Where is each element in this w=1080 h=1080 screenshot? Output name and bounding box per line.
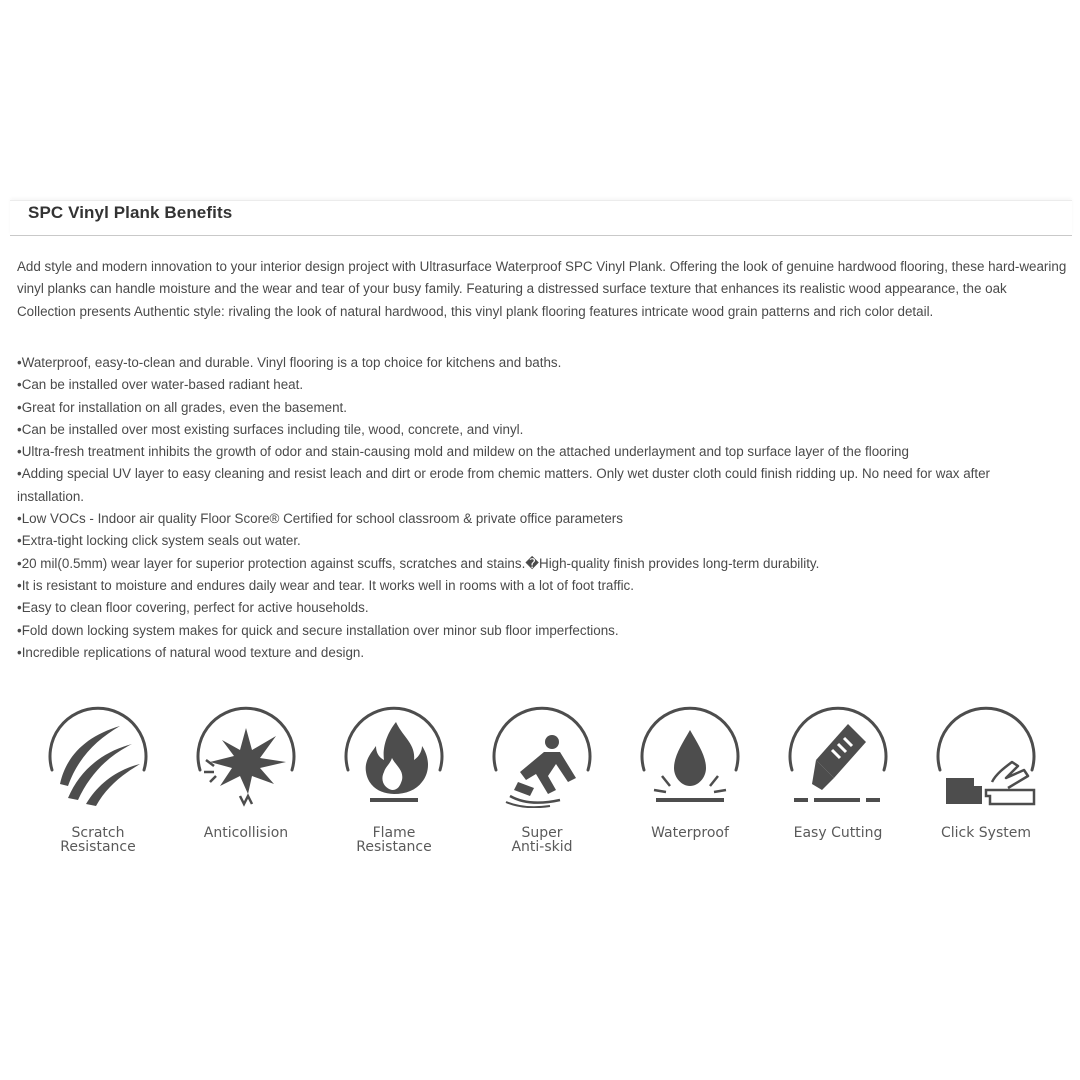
benefit-item: •Low VOCs - Indoor air quality Floor Score® Certified for school classroom & private office parameters	[17, 511, 623, 527]
benefit-item: •Waterproof, easy-to-clean and durable. Vinyl flooring is a top choice for kitchens and baths.	[17, 355, 562, 370]
intro-paragraph: Add style and modern innovation to your interior design project with Ultrasurface Waterproof SPC Vinyl Plank. Offering the look of genuine hardwood flooring, these hard-wearing vinyl planks can handle moisture and the wear and tear of your busy family. Featuring a distressed surface texture that enhances its realistic wood appearance, the oak Collection presents Authentic style: rivaling the look of natural hardwood, this vinyl plank flooring features intricate wood grain patterns and rich color detail.	[17, 259, 1067, 319]
benefit-item: •Great for installation on all grades, even the basement.	[17, 399, 347, 415]
anti-skid-icon	[490, 700, 594, 808]
benefits-list	[17, 352, 1047, 664]
anticollision-icon	[194, 700, 298, 808]
click-system-icon	[934, 700, 1038, 808]
benefit-item: •Adding special UV layer to easy cleaning and resist leach and dirt or erode from chemic matters. Only wet duster cloth could finish ridding up. No need for wax after installation.	[17, 466, 991, 504]
benefit-item: •20 mil(0.5mm) wear layer for superior protection against scuffs, scratches and stains.�High-quality finish provides long-term durability.	[17, 555, 820, 571]
benefit-item: •Incredible replications of natural wood texture and design.	[17, 644, 365, 660]
feature-label: Anticollision	[203, 825, 289, 841]
benefit-item: •It is resistant to moisture and endures daily wear and tear. It works well in rooms with a lot of foot traffic.	[17, 577, 634, 593]
feature-label: Scratch Resistance	[60, 825, 136, 855]
feature-label: Waterproof	[651, 825, 729, 841]
feature-label: Click System	[940, 825, 1031, 841]
feature-label: Easy Cutting	[793, 825, 883, 841]
feature-icons-row	[30, 700, 1060, 870]
flame-resistance-icon	[342, 700, 446, 808]
section-title: SPC Vinyl Plank Benefits	[28, 203, 233, 222]
benefit-item: •Can be installed over most existing surfaces including tile, wood, concrete, and vinyl.	[17, 421, 524, 437]
benefit-item: •Can be installed over water-based radiant heat.	[17, 377, 304, 393]
waterproof-icon	[638, 700, 742, 808]
easy-cutting-icon	[786, 700, 890, 808]
section-header	[10, 200, 1072, 236]
feature-label: Super Anti-skid	[511, 825, 573, 855]
benefit-item: •Easy to clean floor covering, perfect for active households.	[17, 600, 369, 616]
benefit-item: •Ultra-fresh treatment inhibits the growth of odor and stain-causing mold and mildew on the attached underlayment and top surface layer of the flooring	[17, 444, 909, 460]
scratch-resistance-icon	[46, 700, 150, 808]
feature-label: Flame Resistance	[356, 825, 432, 855]
benefit-item: •Fold down locking system makes for quick and secure installation over minor sub floor imperfections.	[17, 622, 619, 638]
benefit-item: •Extra-tight locking click system seals out water.	[17, 533, 301, 549]
